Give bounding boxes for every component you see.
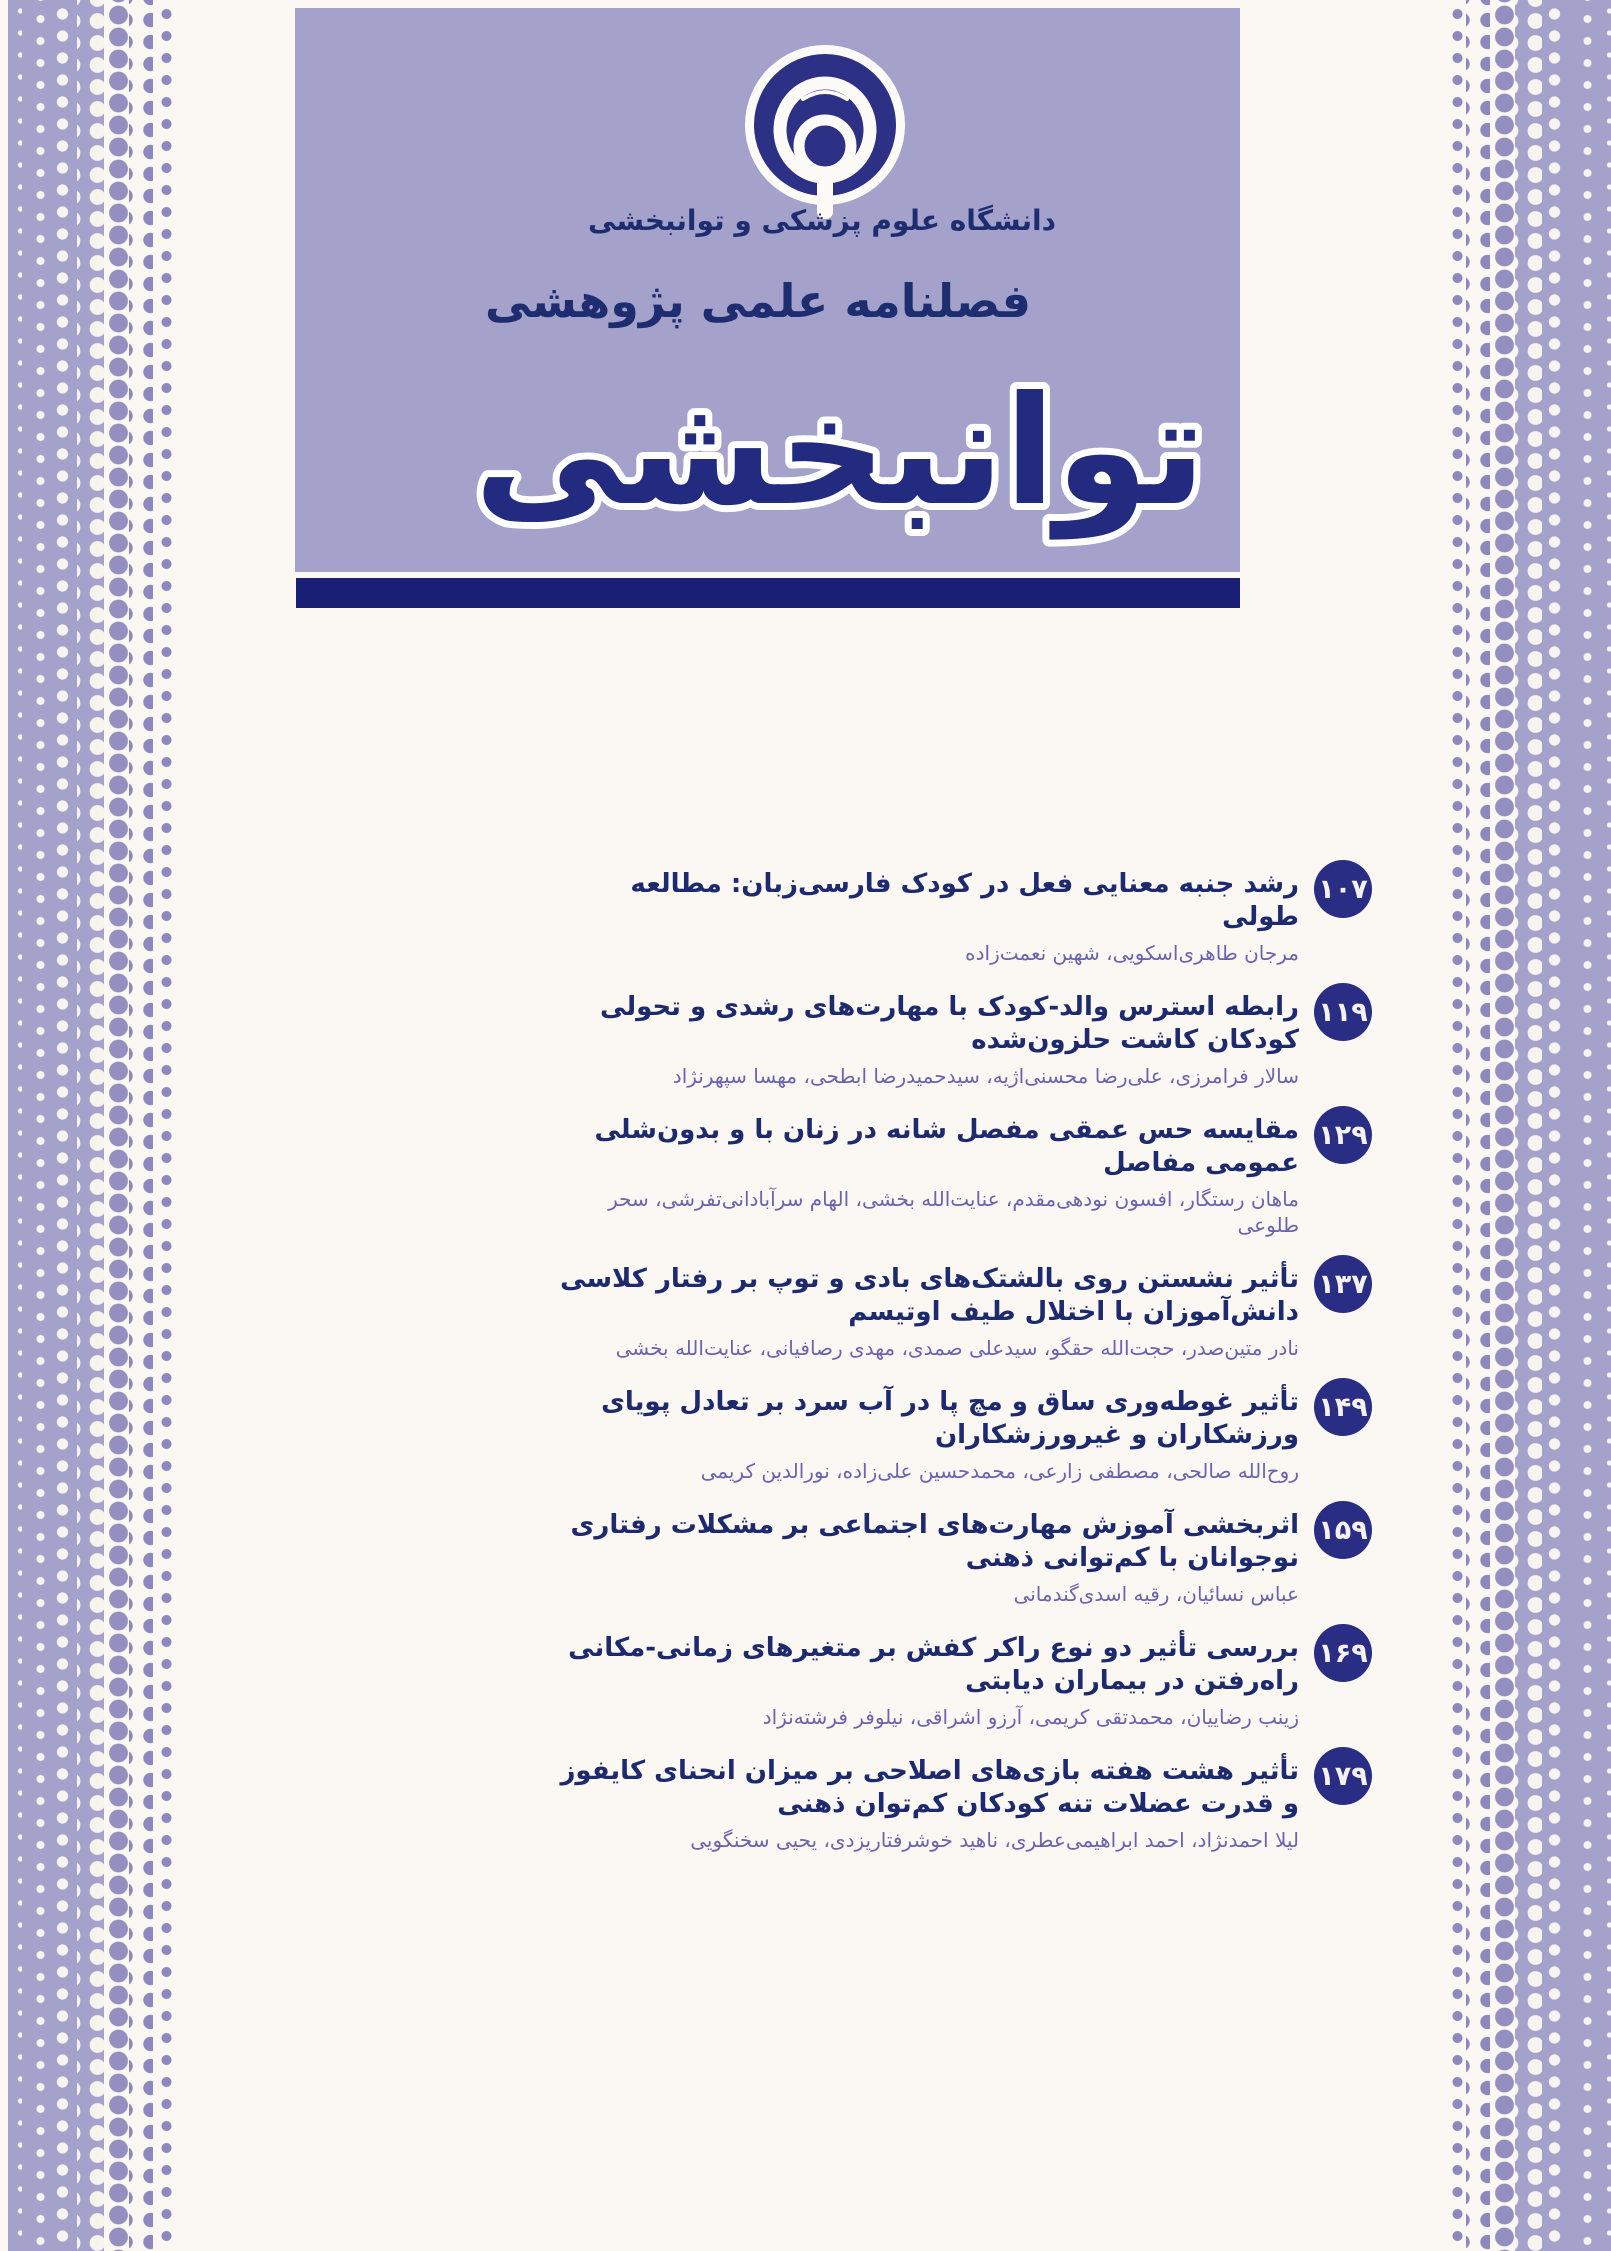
article-title: بررسی تأثیر دو نوع راکر کفش بر متغیرهای زمانی-مکانی راه‌رفتن در بیماران دیابتی <box>568 1633 1299 1696</box>
journal-header <box>295 8 1240 572</box>
toc-entry-text <box>552 991 1299 1089</box>
page-number-badge <box>1314 1624 1372 1682</box>
toc-entry <box>552 868 1372 966</box>
page-number: ۱۳۷ <box>1318 1268 1368 1300</box>
page-number: ۱۵۹ <box>1318 1514 1368 1546</box>
page-number: ۱۲۹ <box>1318 1119 1368 1151</box>
page-number-badge <box>1314 1747 1372 1805</box>
article-title: رشد جنبه معنایی فعل در کودک فارسی‌زبان: مطالعه طولی <box>630 869 1299 932</box>
article-title: تأثیر هشت هفته بازی‌های اصلاحی بر میزان انحنای کایفوز و قدرت عضلات تنه کودکان کم‌توان ذهنی <box>560 1756 1299 1819</box>
toc-entry-text <box>552 1632 1299 1730</box>
page-number: ۱۴۹ <box>1318 1391 1368 1423</box>
article-title: رابطه استرس والد-کودک با مهارت‌های رشدی و تحولی کودکان کاشت حلزون‌شده <box>600 992 1299 1055</box>
toc-entry-text <box>552 1263 1299 1361</box>
left-halftone-border <box>8 0 192 2251</box>
toc-entry <box>552 1114 1372 1238</box>
article-authors: لیلا احمدنژاد، احمد ابراهیمی‌عطری، ناهید خوشرفتاریزدی، یحیی سخنگویی <box>690 1828 1299 1852</box>
toc-entry <box>552 1632 1372 1730</box>
page-number-badge <box>1314 1501 1372 1559</box>
university-logo-icon <box>743 43 907 221</box>
page-number-badge <box>1314 1106 1372 1164</box>
page-number: ۱۱۹ <box>1318 996 1368 1028</box>
article-title: تأثیر نشستن روی بالشتک‌های بادی و توپ بر رفتار کلاسی دانش‌آموزان با اختلال طیف اوتیسم <box>560 1264 1299 1327</box>
page-number: ۱۷۹ <box>1318 1760 1368 1792</box>
journal-title-text: توانبخشی <box>474 365 1206 539</box>
article-title: اثربخشی آموزش مهارت‌های اجتماعی بر مشکلات رفتاری نوجوانان با کم‌توانی ذهنی <box>570 1510 1299 1573</box>
page-number: ۱۰۷ <box>1318 873 1368 905</box>
toc-entry <box>552 1386 1372 1484</box>
university-name: دانشگاه علوم پزشکی و توانبخشی <box>587 204 1057 237</box>
article-title: تأثیر غوطه‌وری ساق و مچ پا در آب سرد بر تعادل پویای ورزشکاران و غیرورزشکاران <box>601 1387 1299 1450</box>
toc-entry-text <box>552 1114 1299 1238</box>
journal-subtitle: فصلنامه علمی پژوهشی <box>485 274 1031 328</box>
article-authors: مرجان طاهری‌اسکویی، شهین نعمت‌زاده <box>965 941 1299 965</box>
toc-entry-text <box>552 868 1299 966</box>
toc-entry <box>552 1263 1372 1361</box>
table-of-contents <box>552 868 1372 1878</box>
page-number-badge <box>1314 1378 1372 1436</box>
toc-entry <box>552 1509 1372 1607</box>
article-authors: نادر متین‌صدر، حجت‌الله حقگو، سیدعلی صمدی، مهدی رصافیانی، عنایت‌الله بخشی <box>615 1336 1299 1360</box>
toc-entry <box>552 991 1372 1089</box>
toc-entry <box>552 1755 1372 1853</box>
page-number-badge <box>1314 983 1372 1041</box>
toc-entry-text <box>552 1509 1299 1607</box>
right-halftone-border <box>1419 0 1611 2251</box>
page-number-badge <box>1314 1255 1372 1313</box>
header-divider-bar <box>296 578 1240 608</box>
article-authors: عباس نسائیان، رقیه اسدی‌گندمانی <box>1013 1582 1299 1606</box>
article-authors: زینب رضاییان، محمدتقی کریمی، آرزو اشراقی، نیلوفر فرشته‌نژاد <box>762 1705 1299 1729</box>
journal-title <box>295 338 1240 568</box>
article-authors: ماهان رستگار، افسون نودهی‌مقدم، عنایت‌الله بخشی، الهام سرآبادانی‌تفرشی، سحر طلوعی <box>608 1187 1299 1237</box>
article-authors: روح‌الله صالحی، مصطفی زارعی، محمدحسین علی‌زاده، نورالدین کریمی <box>700 1459 1299 1483</box>
toc-entry-text <box>552 1386 1299 1484</box>
article-authors: سالار فرامرزی، علی‌رضا محسنی‌اژیه، سیدحمیدرضا ابطحی، مهسا سپهرنژاد <box>672 1064 1299 1088</box>
page-number: ۱۶۹ <box>1318 1637 1368 1669</box>
toc-entry-text <box>552 1755 1299 1853</box>
page-number-badge <box>1314 860 1372 918</box>
article-title: مقایسه حس عمقی مفصل شانه در زنان با و بدون‌شلی عمومی مفاصل <box>594 1115 1299 1178</box>
